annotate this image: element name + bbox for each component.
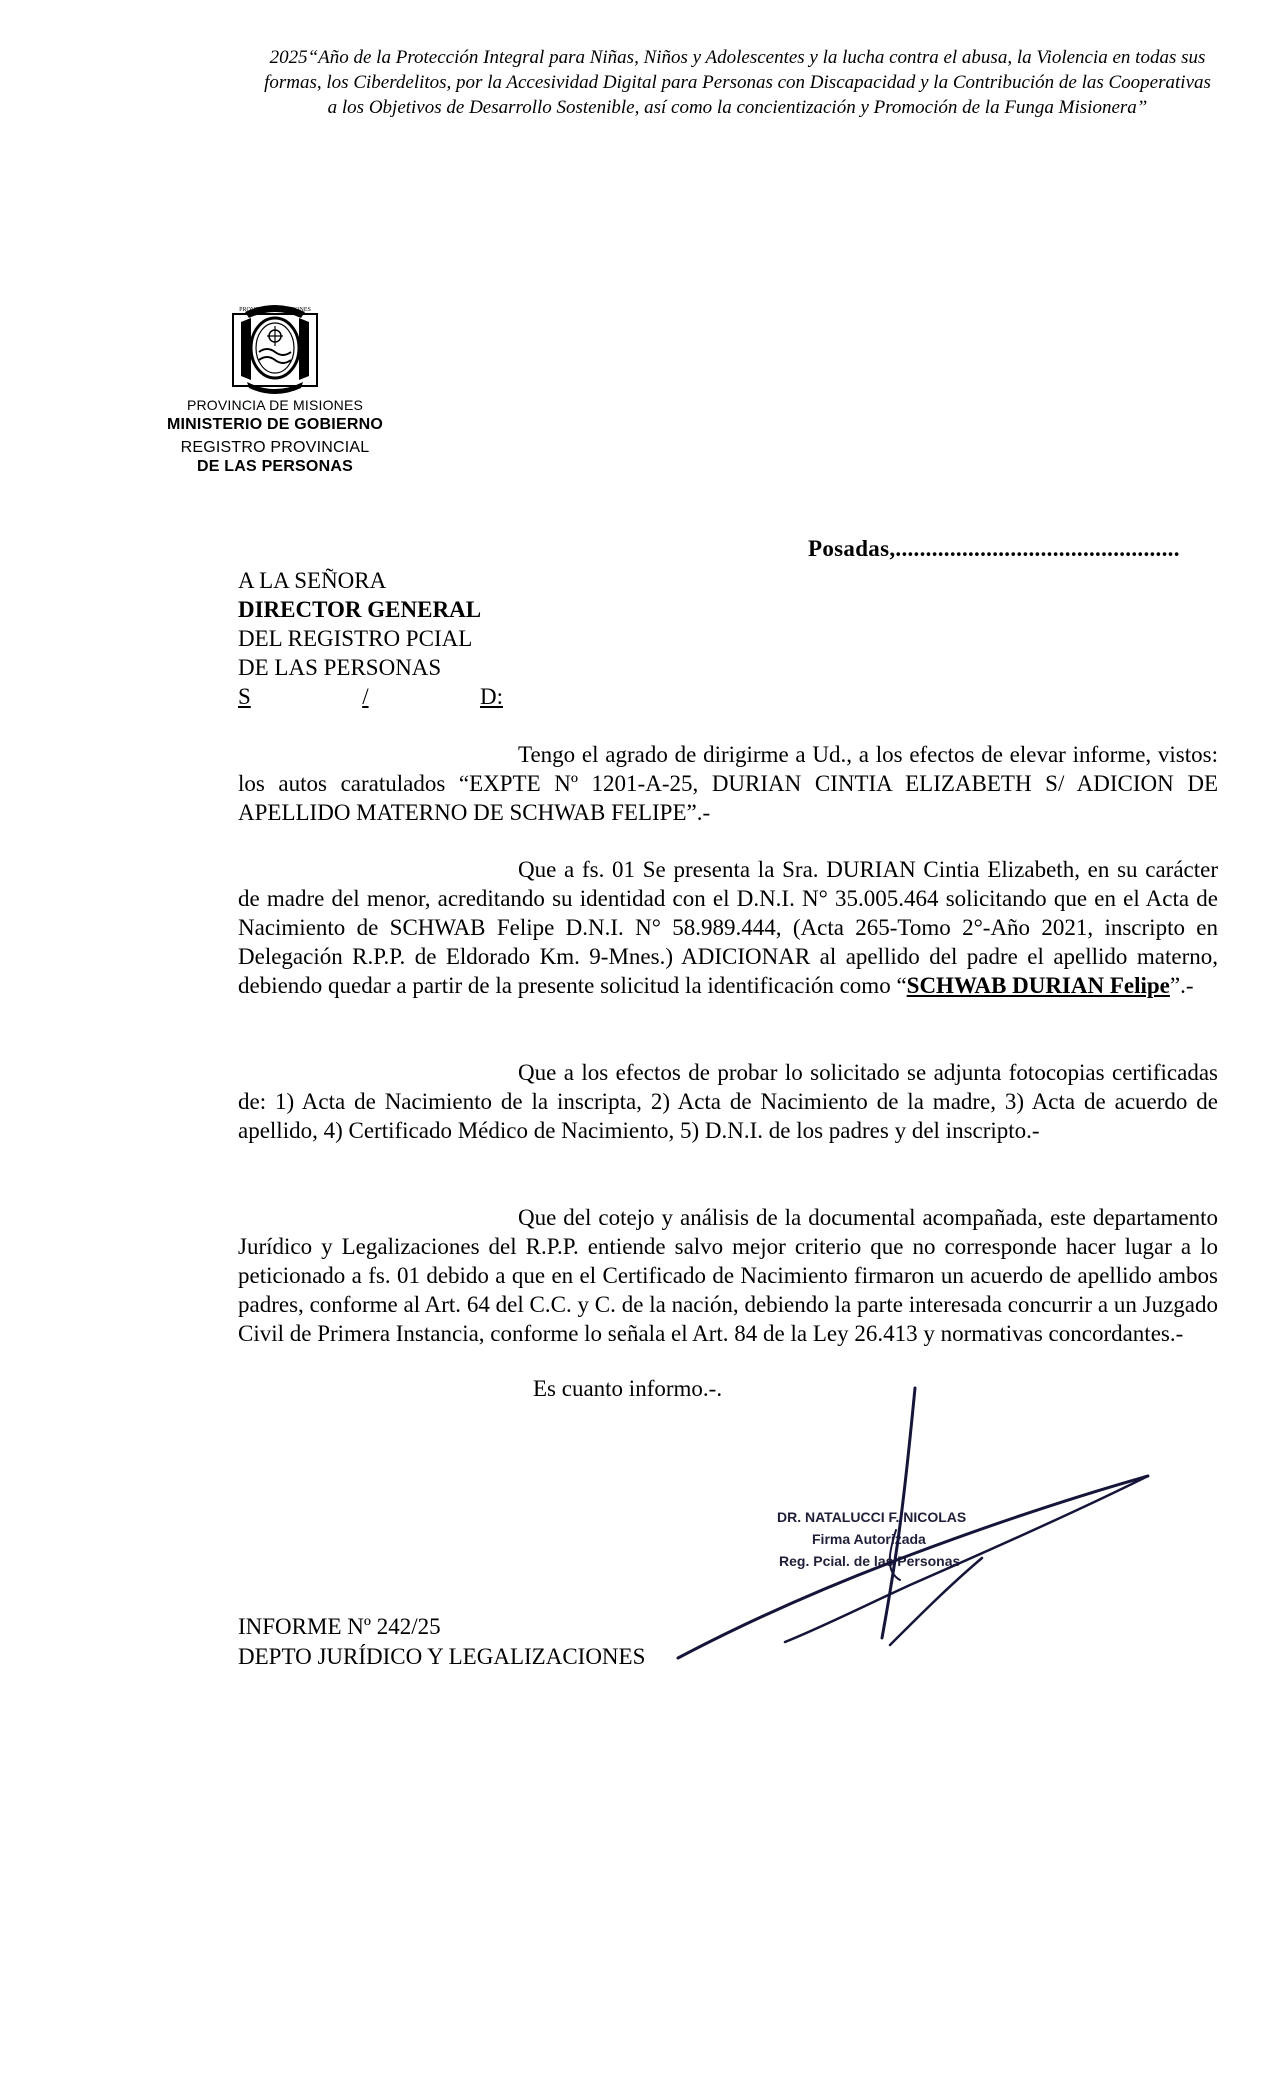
- coat-of-arms-icon: [227, 300, 323, 396]
- paragraph-2: [238, 855, 1218, 1000]
- new-identification-name: SCHWAB DURIAN Felipe: [906, 973, 1170, 998]
- addressee-title: DIRECTOR GENERAL: [238, 597, 482, 622]
- report-number: INFORME Nº 242/25: [238, 1614, 441, 1639]
- addressee-line4: DE LAS PERSONAS: [238, 655, 442, 680]
- stamp-role: Firma Autorizada: [812, 1531, 926, 1547]
- org-province: PROVINCIA DE MISIONES: [186, 397, 364, 413]
- institution-logo-block: [150, 300, 400, 476]
- department-name: DEPTO JURÍDICO Y LEGALIZACIONES: [238, 1644, 646, 1669]
- header-motto: 2025“Año de la Protección Integral para Niñas, Niños y Adolescentes y la lucha contra el abusa, la Violencia en todas sus formas, los Ciberdelitos, por la Accesividad Digital para Personas con Discapacidad y la Contribución de las Cooperativas a los Objetivos de Desarrollo Sostenible, así como la concientización y Promoción de la Funga Misionera”: [264, 47, 1211, 118]
- org-registry-persons-word: PERSONAS: [261, 458, 353, 475]
- sd-s: S: [238, 684, 251, 709]
- paragraph-1: Tengo el agrado de dirigirme a Ud., a los efectos de elevar informe, vistos: los autos caratulados “EXPTE Nº 1201-A-25, DURIAN CINTIA ELIZABETH S/ ADICION DE APELLIDO MATERNO DE SCHWAB FELIPE”.-: [238, 742, 1218, 825]
- org-registry: REGISTRO PROVINCIAL: [180, 439, 370, 456]
- provincial-seal: [150, 300, 400, 396]
- sd-d: D:: [480, 684, 503, 709]
- addressee-line1: A LA SEÑORA: [238, 568, 387, 593]
- paragraph-3: Que a los efectos de probar lo solicitado se adjunta fotocopias certificadas de: 1) Acta de Nacimiento de la inscripta, 2) Acta de Nacimiento de la madre, 3) Acta de acuerdo de apellido, 4) Certificado Médico de Nacimiento, 5) D.N.I. de los padres y del inscripto.-: [238, 1060, 1218, 1143]
- paragraph-4: Que del cotejo y análisis de la documental acompañada, este departamento Jurídico y Legalizaciones del R.P.P. entiende salvo mejor criterio que no corresponde hacer lugar a lo peticionado a fs. 01 debido a que en el Certificado de Nacimiento firmaron un acuerdo de apellido ambos padres, conforme al Art. 64 del C.C. y C. de la nación, debiendo la parte interesada concurrir a un Juzgado Civil de Primera Instancia, conforme lo señala el Art. 84 de la Ley 26.413 y normativas concordantes.-: [238, 1205, 1218, 1346]
- handwritten-signature: [660, 1380, 1180, 1670]
- place-date-line: Posadas,...............................................: [808, 536, 1180, 561]
- report-footer: [238, 1612, 645, 1672]
- stamp-name: DR. NATALUCCI F. NICOLAS: [777, 1509, 967, 1525]
- paragraph-2-end: ”.-: [1169, 973, 1194, 998]
- sd-line: [238, 682, 503, 711]
- seal-text: PROVINCIA DE MISIONES: [239, 307, 311, 313]
- addressee-line3: DEL REGISTRO PCIAL: [238, 626, 473, 651]
- org-ministry: MINISTERIO DE GOBIERNO: [167, 416, 383, 433]
- sd-slash: /: [362, 684, 369, 709]
- addressee-block: [238, 566, 503, 711]
- stamp-office: Reg. Pcial. de las Personas: [779, 1553, 961, 1569]
- closing-line: Es cuanto informo.-.: [533, 1376, 723, 1401]
- org-registry-persons: [150, 457, 400, 476]
- paragraph-2-text: Que a fs. 01 Se presenta la Sra. DURIAN Cintia Elizabeth, en su carácter de madre del menor, acreditando su identidad con el D.N.I. N° 35.005.464 solicitando que en el Acta de Nacimiento de SCHWAB Felipe D.N.I. N° 58.989.444, (Acta 265-Tomo 2°-Año 2021, inscripto en Delegación R.P.P. de Eldorado Km. 9-Mnes.) ADICIONAR al apellido del padre el apellido materno, debiendo quedar a partir de la presente solicitud la identificación como “: [238, 857, 1218, 998]
- org-registry-persons-prefix: DE LAS: [197, 458, 262, 475]
